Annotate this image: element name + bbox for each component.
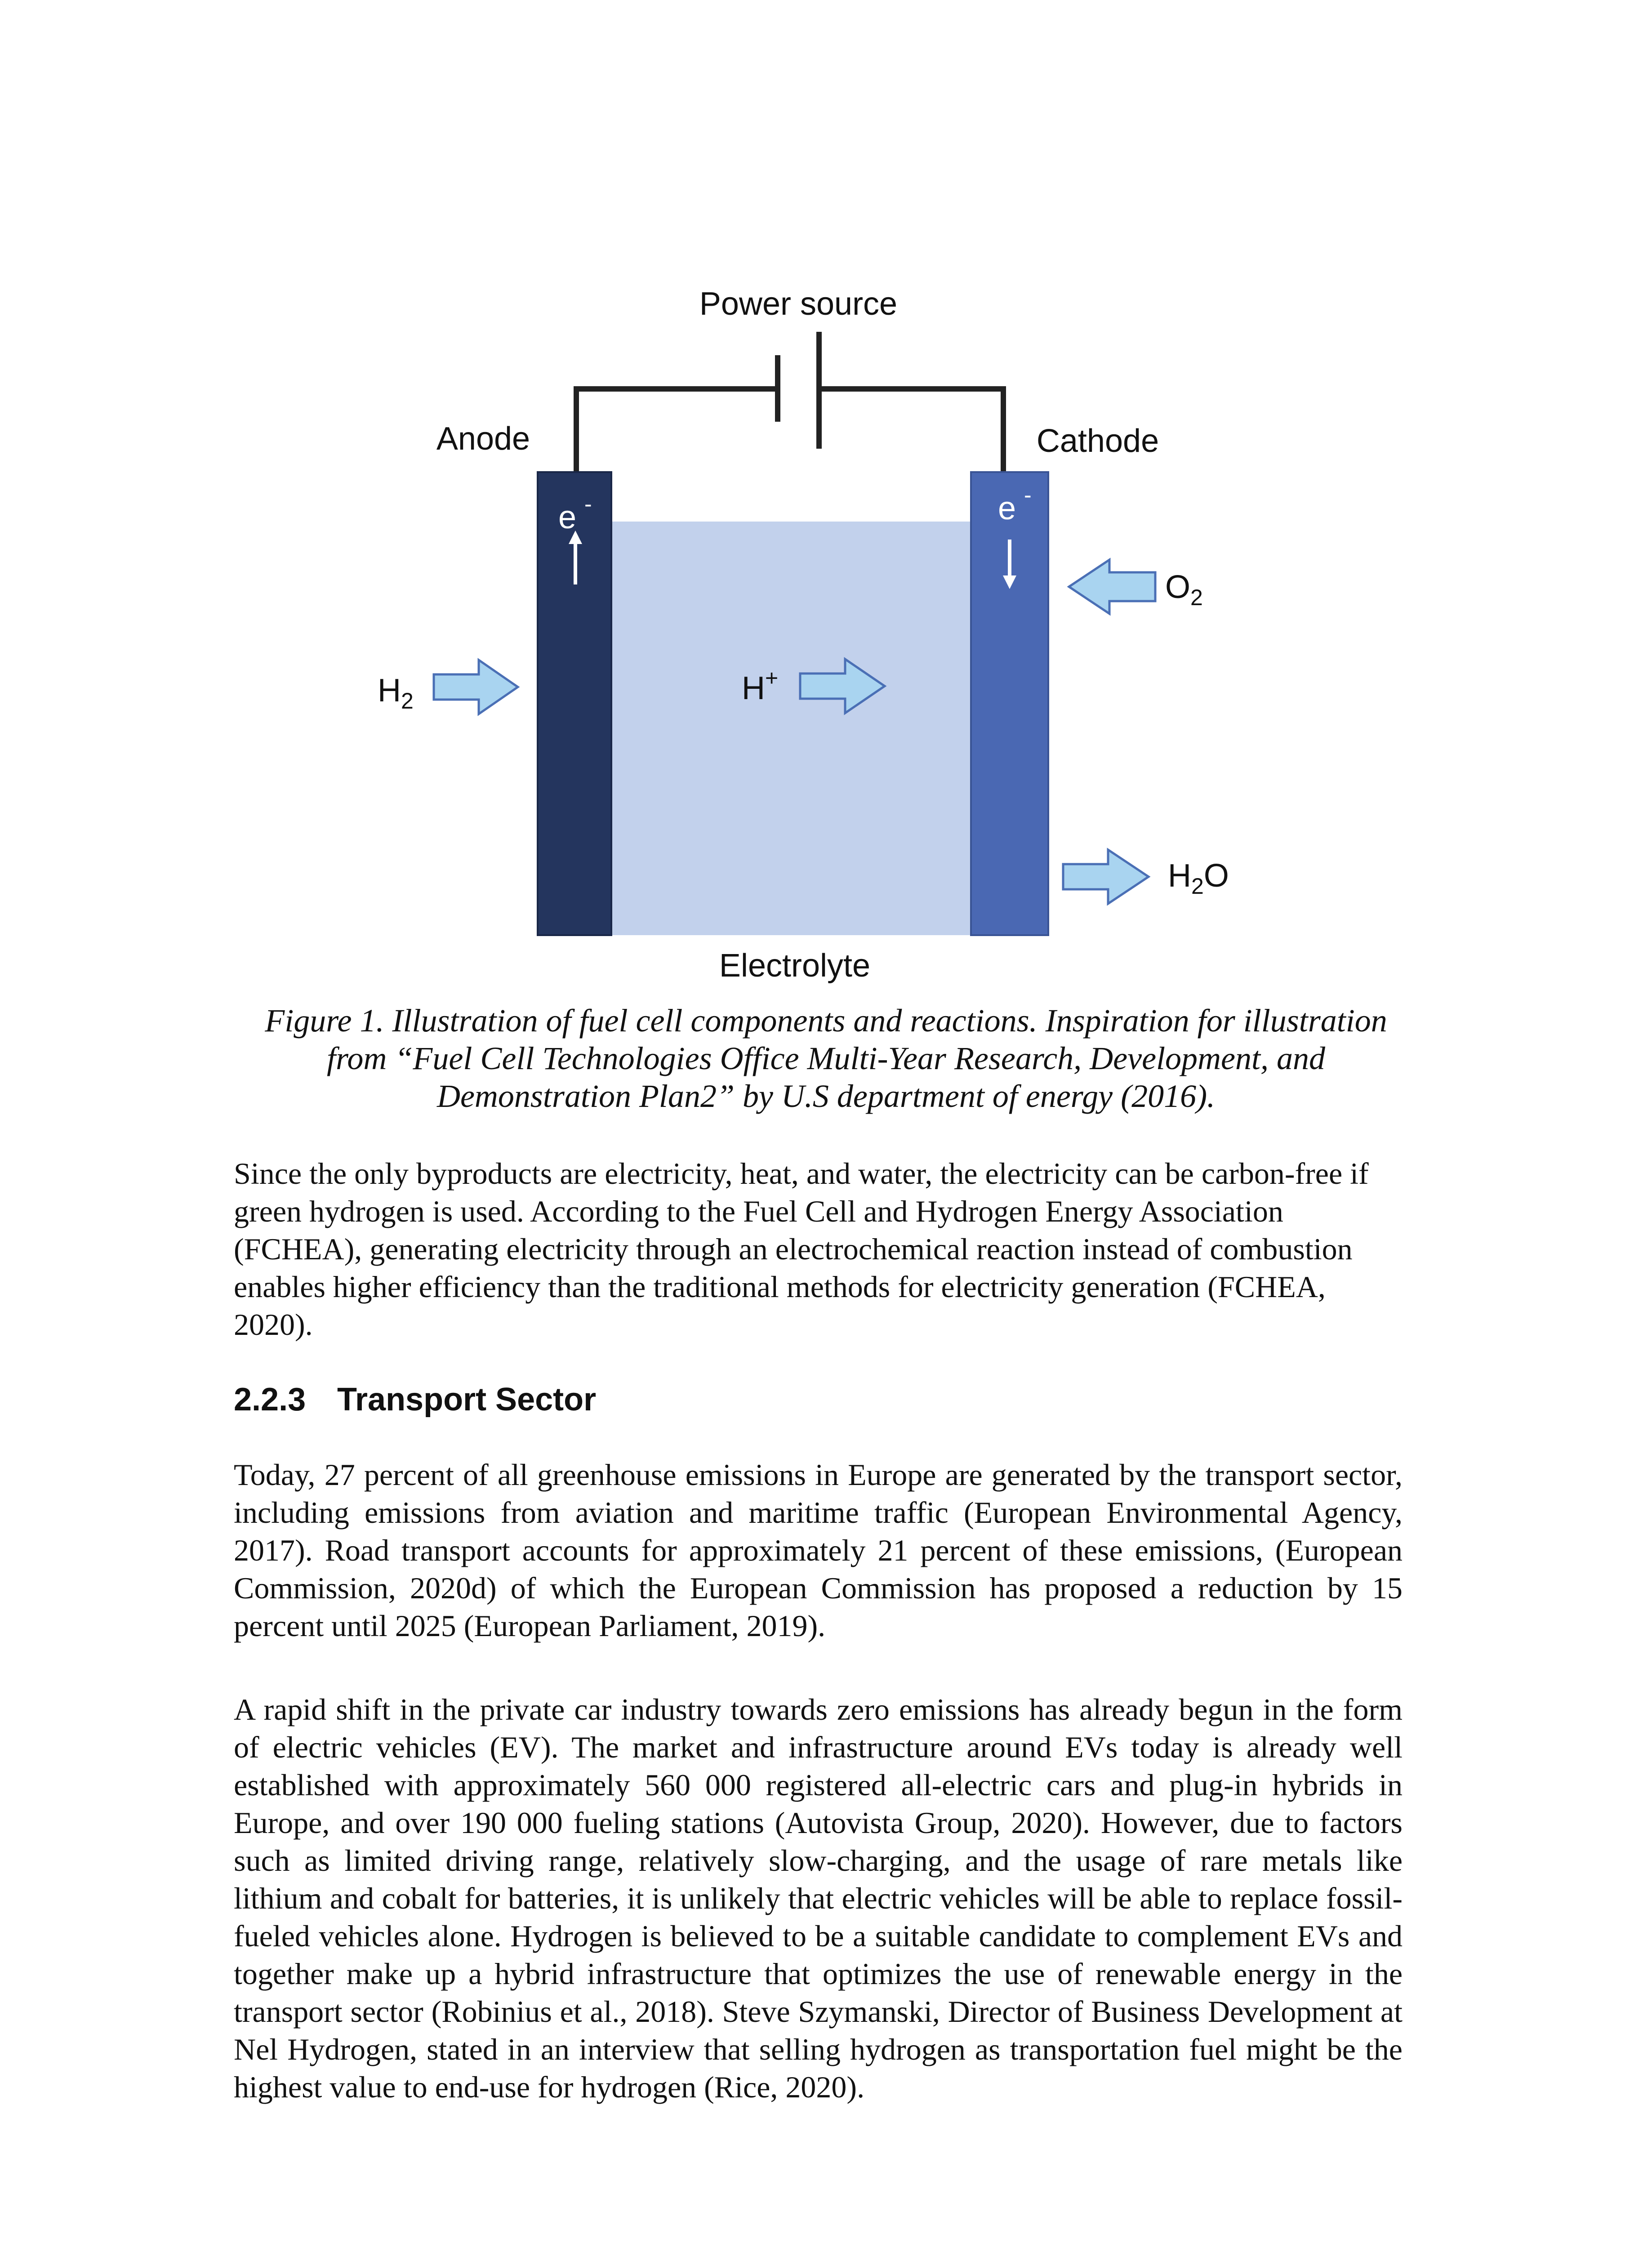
power-source-label: Power source <box>699 286 898 322</box>
section-title: Transport Sector <box>337 1382 597 1418</box>
water-label: $H_2O$ <box>1168 858 1229 899</box>
anode-electron-label: e <box>558 500 577 535</box>
caption-line-1: Figure 1. Illustration of fuel cell components and reactions. Inspiration for illustration <box>265 1003 1387 1039</box>
section-heading <box>234 1381 596 1418</box>
electrolyte-label: Electrolyte <box>719 948 871 984</box>
cathode-electron-charge: - <box>1024 482 1032 508</box>
section-number: 2.2.3 <box>234 1382 306 1418</box>
circuit-wire <box>576 389 1003 472</box>
body-paragraph: Today, 27 percent of all greenhouse emissions in Europe are generated by the transport sector, including emissions from aviation and maritime traffic (European Environmental Agency, 2017). Road transport accounts for approximately 21 percent of these emissions, (European Commission, 2020d) of which the European Commission has proposed a reduction by 15 percent until 2025 (European Parliament, 2019). <box>234 1458 1403 1643</box>
caption-line-3: Demonstration Plan2” by U.S department of energy (2016). <box>436 1078 1216 1114</box>
oxygen-arrow-icon <box>1069 560 1155 614</box>
anode-electron-charge: - <box>584 491 592 517</box>
hydrogen-label: $H_2$ <box>378 673 414 714</box>
body-paragraph: Since the only byproducts are electricity, heat, and water, the electricity can be carbon-free if green hydrogen is used. According to the Fuel Cell and Hydrogen Energy Association (FCHEA), generating electricity through an electrochemical reaction instead of combustion enables higher efficiency than the traditional methods for electricity generation (FCHEA, 2020). <box>234 1156 1369 1342</box>
hydrogen-arrow-icon <box>434 660 518 714</box>
fuel-cell-diagram <box>0 0 1652 989</box>
battery-icon <box>778 332 819 449</box>
figure-caption <box>225 1002 1427 1115</box>
oxygen-label: $O_2$ <box>1165 569 1203 610</box>
water-arrow-icon <box>1063 850 1149 904</box>
proton-label: H+ <box>742 665 779 706</box>
body-paragraph: A rapid shift in the private car industry towards zero emissions has already begun in the form of electric vehicles (EV). The market and infrastructure around EVs today is already well established with approximately 560 000 registered all-electric cars and plug-in hybrids in Europe, and over 190 000 fueling stations (Autovista Group, 2020). However, due to factors such as limited driving range, relatively slow-charging, and the usage of rare metals like lithium and cobalt for batteries, it is unlikely that electric vehicles will be able to replace fossil-fueled vehicles alone. Hydrogen is believed to be a suitable candidate to complement EVs and together make up a hybrid infrastructure that optimizes the use of renewable energy in the transport sector (Robinius et al., 2018). Steve Szymanski, Director of Business Development at Nel Hydrogen, stated in an interview that selling hydrogen as transportation fuel might be the highest value to end-use for hydrogen (Rice, 2020). <box>234 1692 1403 2104</box>
caption-line-2: from “Fuel Cell Technologies Office Multi-Year Research, Development, and <box>327 1040 1325 1076</box>
anode-label: Anode <box>436 421 530 457</box>
cathode-label: Cathode <box>1036 423 1159 459</box>
cathode-electron-label: e <box>997 491 1016 526</box>
electrolyte-block <box>611 522 971 935</box>
